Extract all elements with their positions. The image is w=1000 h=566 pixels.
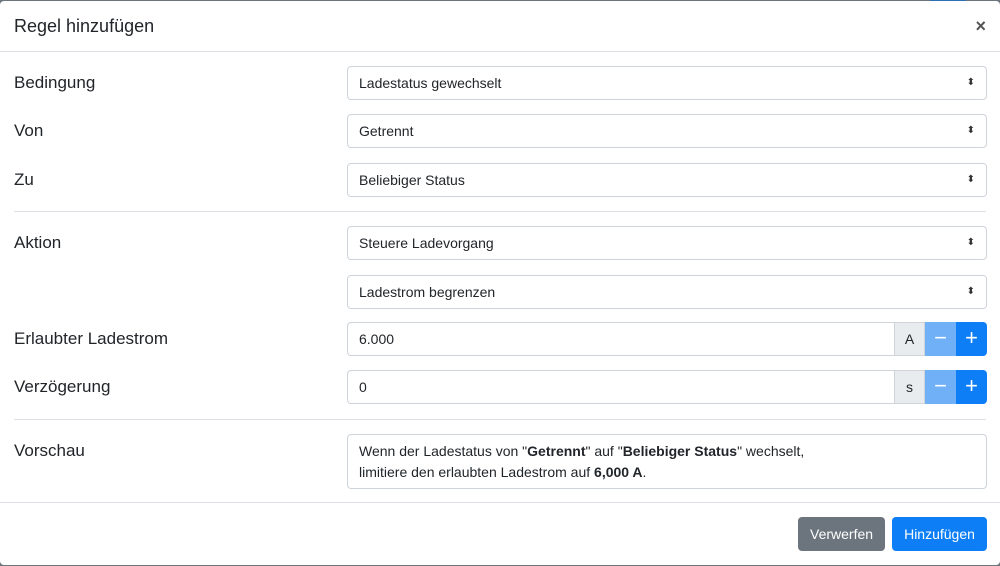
preview-text: .: [642, 464, 647, 480]
from-row: [0, 114, 1000, 148]
to-select[interactable]: [347, 163, 987, 197]
action-sub-row: [0, 275, 1000, 309]
current-decrement-button[interactable]: −: [925, 322, 956, 356]
select-caret-icon: ⬍: [966, 237, 975, 248]
delay-input[interactable]: 0: [347, 370, 894, 404]
select-caret-icon: ⬍: [966, 286, 975, 297]
footer-divider: [0, 502, 1000, 503]
add-button[interactable]: Hinzufügen: [892, 517, 987, 551]
select-caret-icon: ⬍: [966, 125, 975, 136]
action-sub-select-value: Ladestrom begrenzen: [359, 284, 496, 300]
delay-decrement-button[interactable]: −: [925, 370, 956, 404]
to-row: [0, 163, 1000, 197]
condition-select[interactable]: [347, 66, 987, 100]
preview-to-status: Beliebiger Status: [622, 443, 738, 459]
delay-label: Verzögerung: [14, 377, 111, 396]
action-select[interactable]: [347, 226, 987, 260]
preview-line-2: [359, 462, 975, 483]
preview-label: Vorschau: [14, 441, 85, 460]
condition-label: Bedingung: [14, 73, 96, 92]
current-input[interactable]: 6.000: [347, 322, 894, 356]
add-rule-modal: [0, 1, 1000, 565]
delay-increment-button[interactable]: +: [956, 370, 987, 404]
to-label: Zu: [14, 170, 34, 189]
preview-current-value: 6,000 A: [594, 464, 643, 480]
action-label: Aktion: [14, 233, 62, 252]
preview-line-1: [359, 441, 975, 462]
to-select-value: Beliebiger Status: [359, 172, 465, 188]
preview-text: " auf ": [585, 443, 623, 459]
modal-title: Regel hinzufügen: [14, 15, 155, 36]
from-label: Von: [14, 121, 44, 140]
select-caret-icon: ⬍: [966, 77, 975, 88]
delay-unit: s: [894, 370, 925, 404]
preview-text: " wechselt,: [737, 443, 805, 459]
action-row: [0, 226, 1000, 260]
from-select-value: Getrennt: [359, 123, 414, 139]
from-select[interactable]: [347, 114, 987, 148]
discard-button[interactable]: Verwerfen: [798, 517, 885, 551]
select-caret-icon: ⬍: [966, 174, 975, 185]
preview-text: limitiere den erlaubten Ladestrom auf: [359, 464, 595, 480]
current-input-group: [347, 322, 987, 356]
divider: [14, 211, 986, 212]
divider: [14, 419, 986, 420]
modal-header: [0, 1, 1000, 52]
action-sub-select[interactable]: [347, 275, 987, 309]
preview-box: [347, 434, 987, 489]
preview-from-status: Getrennt: [527, 443, 586, 459]
current-unit: A: [894, 322, 925, 356]
close-icon[interactable]: ×: [975, 16, 986, 36]
current-row: [0, 322, 1000, 356]
delay-row: [0, 370, 1000, 404]
current-increment-button[interactable]: +: [956, 322, 987, 356]
preview-text: Wenn der Ladestatus von ": [359, 443, 528, 459]
delay-input-group: [347, 370, 987, 404]
action-select-value: Steuere Ladevorgang: [359, 235, 494, 251]
current-label: Erlaubter Ladestrom: [14, 329, 169, 348]
condition-select-value: Ladestatus gewechselt: [359, 75, 502, 91]
condition-row: [0, 66, 1000, 100]
